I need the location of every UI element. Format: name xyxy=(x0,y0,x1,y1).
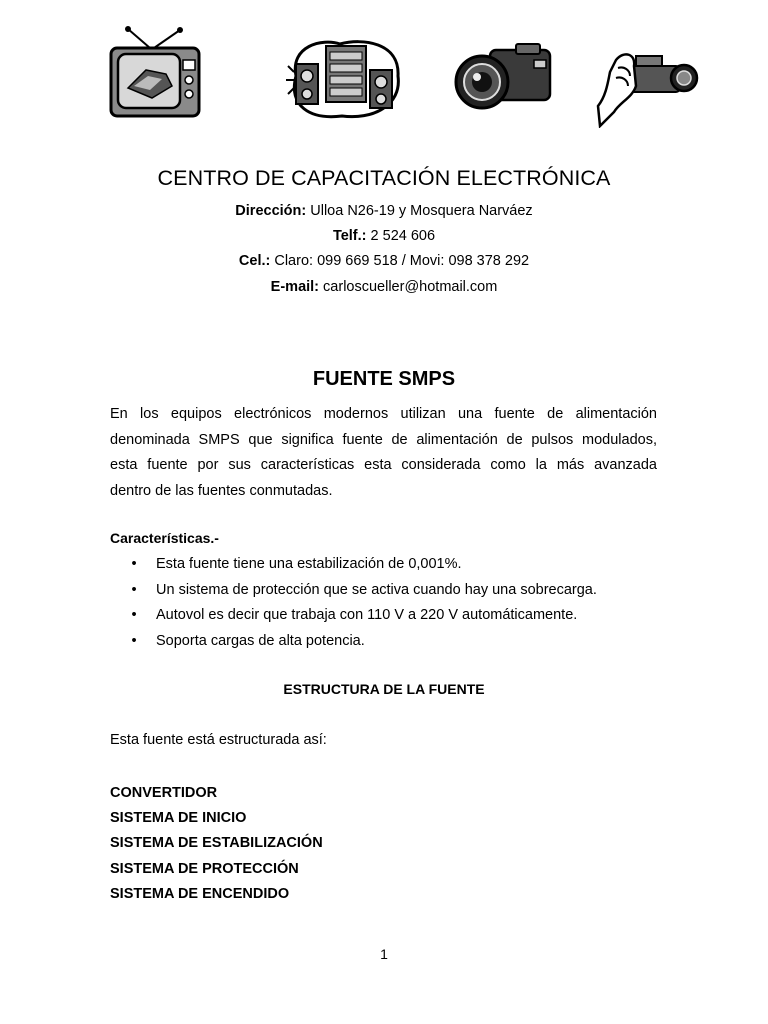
structure-heading: ESTRUCTURA DE LA FUENTE xyxy=(283,681,485,697)
tv-icon xyxy=(106,24,202,118)
feature-text: Un sistema de protección que se activa cuando hay una sobrecarga. xyxy=(156,581,597,598)
page-number: 1 xyxy=(380,946,388,962)
camcorder-icon xyxy=(596,46,700,128)
cell-value: Claro: 099 669 518 / Movi: 098 378 292 xyxy=(274,253,530,269)
feature-text: Soporta cargas de alta potencia. xyxy=(156,632,365,649)
features-label: Características.- xyxy=(110,530,219,546)
phone-line xyxy=(0,228,768,244)
list-item xyxy=(127,552,597,578)
phone-label: Telf.: xyxy=(332,228,367,244)
feature-text: Esta fuente tiene una estabilización de 0,001%. xyxy=(156,556,462,572)
list-item: SISTEMA DE PROTECCIÓN xyxy=(110,860,299,877)
cell-label: Cel.: xyxy=(238,253,271,269)
paragraph-line: denominada SMPS que significa fuente de alimentación de pulsos modulados, xyxy=(110,431,657,448)
email-line xyxy=(0,279,768,295)
structure-list xyxy=(110,781,323,907)
stereo-icon xyxy=(282,36,404,120)
address-value: Ulloa N26-19 y Mosquera Narváez xyxy=(310,203,533,219)
paragraph-line: dentro de las fuentes conmutadas. xyxy=(110,482,333,499)
bullet-icon: • xyxy=(131,556,137,572)
features-list xyxy=(127,552,597,654)
list-item xyxy=(127,629,597,655)
list-item xyxy=(127,603,597,629)
feature-text: Autovol es decir que trabaja con 110 V a 220 V automáticamente. xyxy=(156,607,578,623)
address-line xyxy=(0,203,768,219)
email-label: E-mail: xyxy=(270,279,320,295)
intro-paragraph xyxy=(110,402,657,504)
section-heading: FUENTE SMPS xyxy=(312,368,456,390)
cell-line xyxy=(0,253,768,269)
page-title: CENTRO DE CAPACITACIÓN ELECTRÓNICA xyxy=(157,166,611,190)
bullet-icon: • xyxy=(131,581,137,598)
list-item: SISTEMA DE ENCENDIDO xyxy=(110,885,290,902)
phone-value: 2 524 606 xyxy=(370,228,436,244)
structure-intro: Esta fuente está estructurada así: xyxy=(110,732,327,748)
email-value: carloscueller@hotmail.com xyxy=(323,279,498,295)
paragraph-line: esta fuente por sus características esta considerada como la más avanzada xyxy=(110,457,657,473)
address-label: Dirección: xyxy=(235,203,307,219)
list-item: CONVERTIDOR xyxy=(110,785,218,801)
bullet-icon: • xyxy=(131,607,137,623)
camera-icon xyxy=(454,42,556,114)
paragraph-line: En los equipos electrónicos modernos utilizan una fuente de alimentación xyxy=(110,406,657,422)
list-item: SISTEMA DE INICIO xyxy=(110,810,247,827)
list-item: SISTEMA DE ESTABILIZACIÓN xyxy=(110,835,323,852)
list-item xyxy=(127,578,597,604)
bullet-icon: • xyxy=(131,632,137,649)
